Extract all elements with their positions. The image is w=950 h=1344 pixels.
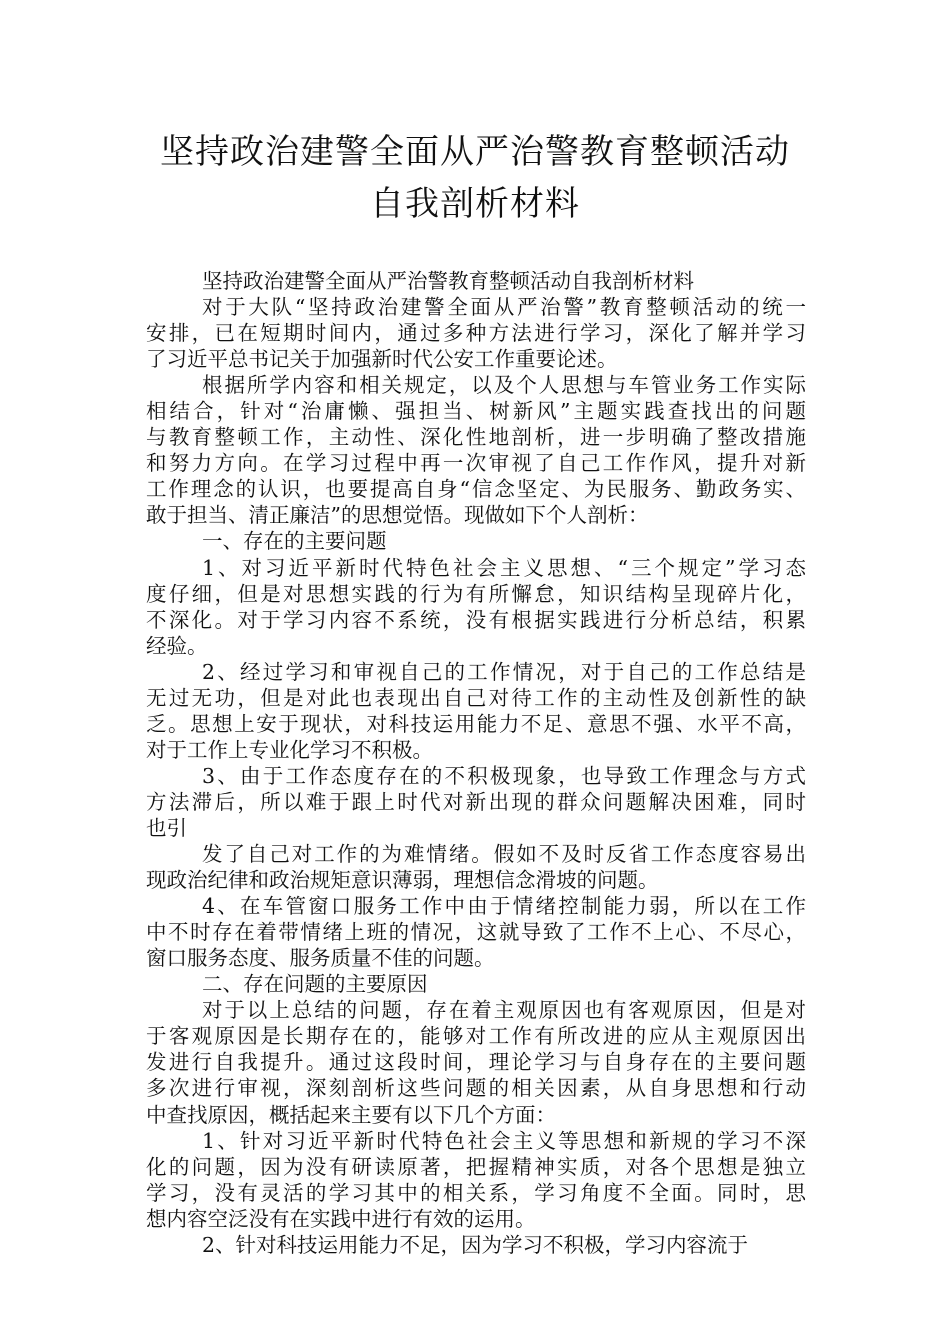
paragraph-line: 安排，已在短期时间内，通过多种方法进行学习，深化了解并学习 <box>146 321 806 346</box>
paragraph-line: 了习近平总书记关于加强新时代公安工作重要论述。 <box>146 347 618 372</box>
paragraph-line: 3、由于工作态度存在的不积极现象，也导致工作理念与方式 <box>202 763 806 788</box>
paragraph-line: 对于以上总结的问题，存在着主观原因也有客观原因，但是对 <box>202 998 806 1023</box>
paragraph-line: 度仔细，但是对思想实践的行为有所懈怠，知识结构呈现碎片化， <box>146 581 806 606</box>
paragraph-line: 对于工作上专业化学习不积极。 <box>146 737 433 762</box>
paragraph-line: 和努力方向。在学习过程中再一次审视了自己工作作风，提升对新 <box>146 451 806 476</box>
paragraph-line: 经验。 <box>146 633 208 658</box>
paragraph-line: 发了自己对工作的为难情绪。假如不及时反省工作态度容易出 <box>202 842 806 867</box>
paragraph-line: 2、针对科技运用能力不足，因为学习不积极，学习内容流于 <box>202 1232 749 1257</box>
paragraph-line: 多次进行审视，深刻剖析这些问题的相关因素，从自身思想和行动 <box>146 1076 806 1101</box>
paragraph-line: 无过无功，但是对此也表现出自己对待工作的主动性及创新性的缺 <box>146 685 806 710</box>
paragraph-line: 于客观原因是长期存在的，能够对工作有所改进的应从主观原因出 <box>146 1024 806 1049</box>
paragraph-line: 想内容空泛没有在实践中进行有效的运用。 <box>146 1206 536 1231</box>
paragraph-line: 发进行自我提升。通过这段时间，理论学习与自身存在的主要问题 <box>146 1050 806 1075</box>
paragraph-line: 中查找原因，概括起来主要有以下几个方面： <box>146 1102 556 1127</box>
paragraph-line: 乏。思想上安于现状，对科技运用能力不足、意思不强、水平不高， <box>146 711 806 736</box>
document-body <box>146 268 806 1258</box>
paragraph-line: 工作理念的认识，也要提高自身“信念坚定、为民服务、勤政务实、 <box>146 477 806 502</box>
paragraph-line: 2、经过学习和审视自己的工作情况，对于自己的工作总结是 <box>202 659 806 684</box>
paragraph-line: 中不时存在着带情绪上班的情况，这就导致了工作不上心、不尽心， <box>146 920 806 945</box>
paragraph-line: 一、存在的主要问题 <box>202 529 387 554</box>
paragraph-line: 相结合，针对“治庸懒、强担当、树新风”主题实践查找出的问题 <box>146 399 806 424</box>
paragraph-line: 化的问题，因为没有研读原著，把握精神实质，对各个思想是独立 <box>146 1154 806 1179</box>
paragraph-line: 窗口服务态度、服务质量不佳的问题。 <box>146 946 495 971</box>
paragraph-line: 与教育整顿工作，主动性、深化性地剖析，进一步明确了整改措施 <box>146 425 806 450</box>
paragraph-line: 二、存在问题的主要原因 <box>202 972 428 997</box>
paragraph-line: 对于大队“坚持政治建警全面从严治警”教育整顿活动的统一 <box>202 295 806 320</box>
paragraph-line: 1、对习近平新时代特色社会主义思想、“三个规定”学习态 <box>202 555 806 580</box>
paragraph-line: 1、针对习近平新时代特色社会主义等思想和新规的学习不深 <box>202 1128 806 1153</box>
paragraph-line: 敢于担当、清正廉洁”的思想觉悟。现做如下个人剖析： <box>146 503 649 528</box>
document-title-line-2: 自我剖析材料 <box>370 184 580 224</box>
paragraph-line: 现政治纪律和政治规矩意识薄弱，理想信念滑坡的问题。 <box>146 868 659 893</box>
paragraph-line: 根据所学内容和相关规定，以及个人思想与车管业务工作实际 <box>202 373 806 398</box>
paragraph-line: 4、在车管窗口服务工作中由于情绪控制能力弱，所以在工作 <box>202 894 806 919</box>
document-title-line-1: 坚持政治建警全面从严治警教育整顿活动 <box>160 132 790 172</box>
paragraph-line: 不深化。对于学习内容不系统，没有根据实践进行分析总结，积累 <box>146 607 806 632</box>
paragraph-line: 坚持政治建警全面从严治警教育整顿活动自我剖析材料 <box>202 269 694 293</box>
paragraph-line: 学习，没有灵活的学习其中的相关系，学习角度不全面。同时，思 <box>146 1180 806 1205</box>
paragraph-line: 也引 <box>146 815 187 840</box>
paragraph-line: 方法滞后，所以难于跟上时代对新出现的群众问题解决困难，同时 <box>146 789 806 814</box>
